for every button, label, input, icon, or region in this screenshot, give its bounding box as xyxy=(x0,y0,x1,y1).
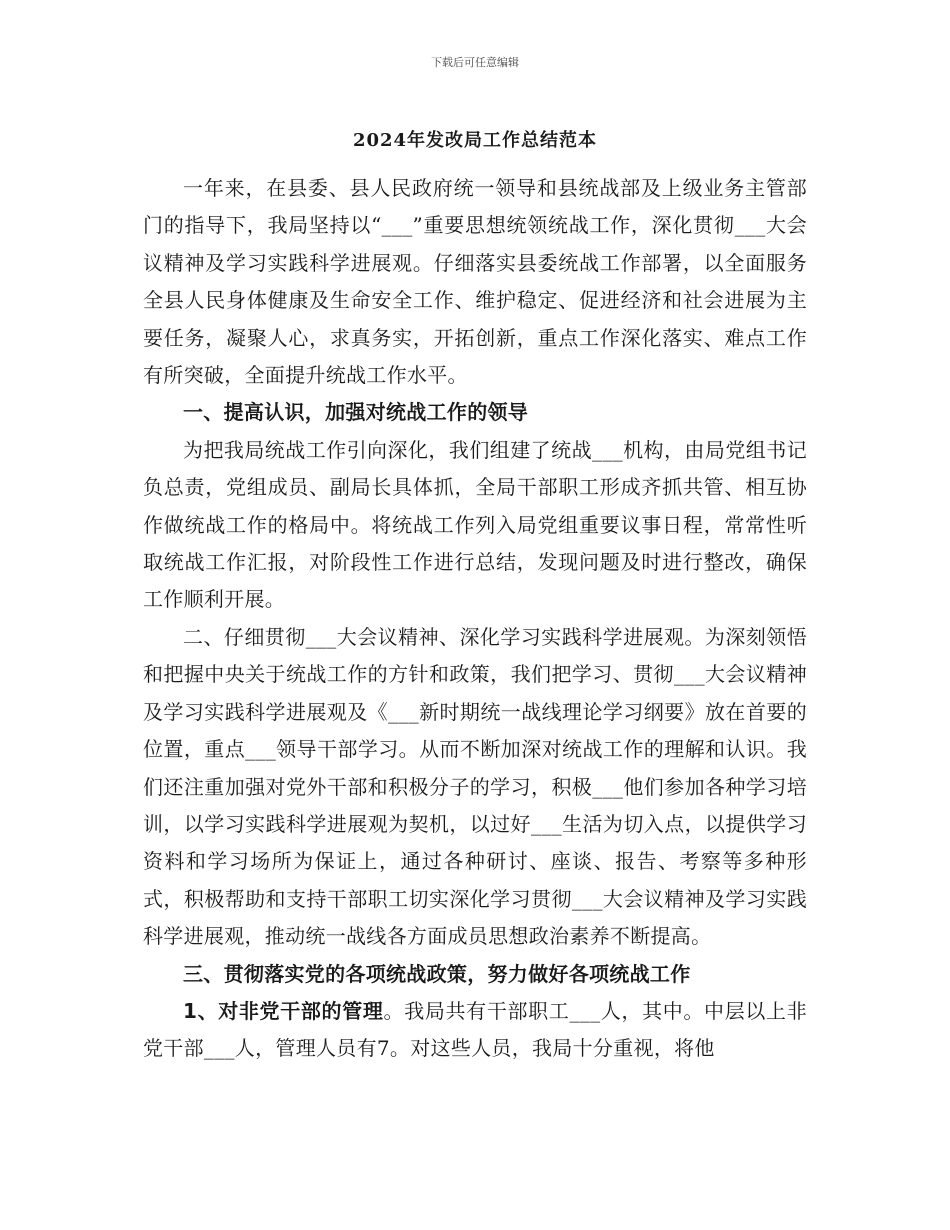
section-1-heading: 一、提高认识，加强对统战工作的领导 xyxy=(183,400,529,425)
section-2-paragraph: 二、仔细贯彻___大会议精神、深化学习实践科学进展观。为深刻领悟和把握中央关于统战工作的方针和政策，我们把学习、贯彻___大会议精神及学习实践科学进展观及《___新时期统一战线理论学习纲要》放在首要的位置，重点___领导干部学习。从而不断加深对统战工作的理解和认识。我们还注重加强对党外干部和积极分子的学习，积极___他们参加各种学习培训，以学习实践科学进展观为契机，以过好___生活为切入点，以提供学习资料和学习场所为保证上，通过各种研讨、座谈、报告、考察等多种形式，积极帮助和支持干部职工切实深化学习贯彻___大会议精神及学习实践科学进展观，推动统一战线各方面成员思想政治素养不断提高。 xyxy=(143,624,807,949)
document-body xyxy=(143,170,807,1068)
item-1-paragraph xyxy=(143,993,807,1068)
header-note: 下载后可任意编辑 xyxy=(431,56,519,69)
document-title: 2024年发改局工作总结范本 xyxy=(352,130,598,151)
item-1-body: 。我局共有干部职工___人，其中。中层以上非党干部___人，管理人员有7。对这些人员，我局十分重视，将他 xyxy=(143,998,807,1061)
intro-paragraph: 一年来，在县委、县人民政府统一领导和县统战部及上级业务主管部门的指导下，我局坚持以“___”重要思想统领统战工作，深化贯彻___大会议精神及学习实践科学进展观。仔细落实县委统战工作部署，以全面服务全县人民身体健康及生命安全工作、维护稳定、促进经济和社会进展为主要任务，凝聚人心，求真务实，开拓创新，重点工作深化落实、难点工作有所突破，全面提升统战工作水平。 xyxy=(143,176,807,388)
section-3-heading: 三、贯彻落实党的各项统战政策，努力做好各项统战工作 xyxy=(183,961,691,986)
section-1-paragraph: 为把我局统战工作引向深化，我们组建了统战___机构，由局党组书记负总责，党组成员、副局长具体抓，全局干部职工形成齐抓共管、相互协作做统战工作的格局中。将统战工作列入局党组重要议事日程，常常性听取统战工作汇报，对阶段性工作进行总结，发现问题及时进行整改，确保工作顺利开展。 xyxy=(143,437,807,612)
item-1-lead: 1、对非党干部的管理 xyxy=(183,998,384,1023)
